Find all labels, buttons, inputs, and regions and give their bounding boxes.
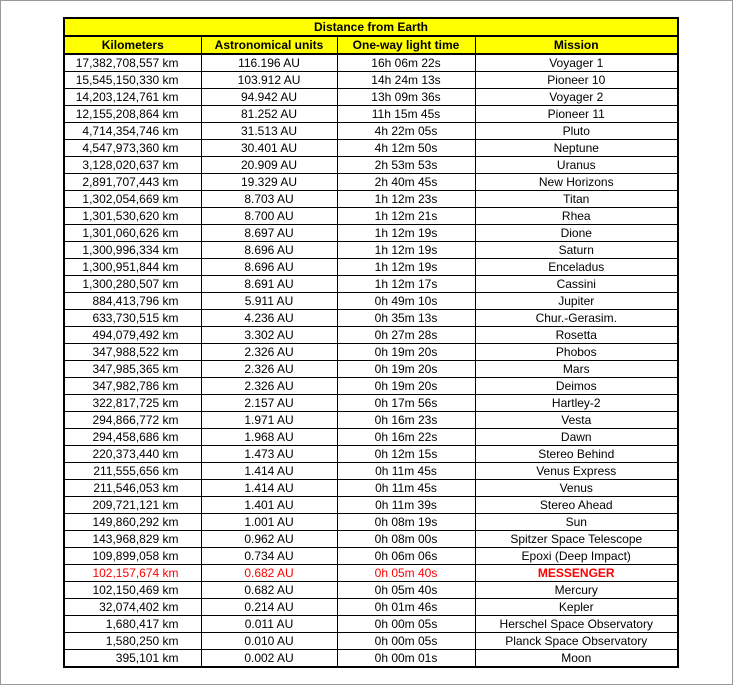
cell-kilometers[interactable]: 1,301,530,620 km: [64, 208, 201, 225]
cell-light-time[interactable]: 0h 11m 45s: [337, 480, 475, 497]
cell-light-time[interactable]: 1h 12m 19s: [337, 225, 475, 242]
cell-astronomical-units[interactable]: 20.909 AU: [201, 157, 337, 174]
table-row: [64, 242, 678, 259]
cell-astronomical-units[interactable]: 31.513 AU: [201, 123, 337, 140]
table-row: [64, 378, 678, 395]
cell-astronomical-units[interactable]: 0.214 AU: [201, 599, 337, 616]
cell-astronomical-units[interactable]: 2.326 AU: [201, 378, 337, 395]
cell-light-time[interactable]: 0h 00m 05s: [337, 616, 475, 633]
table-row: [64, 650, 678, 668]
cell-light-time[interactable]: 0h 05m 40s: [337, 565, 475, 582]
cell-mission[interactable]: Rosetta: [475, 327, 678, 344]
cell-mission[interactable]: Herschel Space Observatory: [475, 616, 678, 633]
cell-kilometers[interactable]: 347,985,365 km: [64, 361, 201, 378]
cell-kilometers[interactable]: 884,413,796 km: [64, 293, 201, 310]
cell-mission[interactable]: Saturn: [475, 242, 678, 259]
cell-astronomical-units[interactable]: 8.697 AU: [201, 225, 337, 242]
cell-kilometers[interactable]: 149,860,292 km: [64, 514, 201, 531]
table-row: [64, 157, 678, 174]
table-row: [64, 89, 678, 106]
cell-mission[interactable]: Neptune: [475, 140, 678, 157]
cell-mission[interactable]: Kepler: [475, 599, 678, 616]
cell-kilometers[interactable]: 322,817,725 km: [64, 395, 201, 412]
table-row: [64, 616, 678, 633]
cell-kilometers[interactable]: 1,680,417 km: [64, 616, 201, 633]
cell-mission[interactable]: Sun: [475, 514, 678, 531]
cell-light-time[interactable]: 0h 49m 10s: [337, 293, 475, 310]
cell-astronomical-units[interactable]: 94.942 AU: [201, 89, 337, 106]
table-title: Distance from Earth: [64, 18, 678, 36]
cell-mission[interactable]: Jupiter: [475, 293, 678, 310]
cell-kilometers[interactable]: 2,891,707,443 km: [64, 174, 201, 191]
table-row: [64, 140, 678, 157]
cell-light-time[interactable]: 4h 12m 50s: [337, 140, 475, 157]
cell-kilometers[interactable]: 102,157,674 km: [64, 565, 201, 582]
cell-astronomical-units[interactable]: 8.700 AU: [201, 208, 337, 225]
distance-table: [63, 17, 679, 668]
column-header-row: [64, 36, 678, 54]
cell-light-time[interactable]: 0h 06m 06s: [337, 548, 475, 565]
cell-astronomical-units[interactable]: 8.691 AU: [201, 276, 337, 293]
cell-kilometers[interactable]: 211,555,656 km: [64, 463, 201, 480]
cell-astronomical-units[interactable]: 2.157 AU: [201, 395, 337, 412]
cell-astronomical-units[interactable]: 8.703 AU: [201, 191, 337, 208]
cell-astronomical-units[interactable]: 1.971 AU: [201, 412, 337, 429]
cell-mission[interactable]: Phobos: [475, 344, 678, 361]
table-row: [64, 310, 678, 327]
table-title-row: [64, 18, 678, 36]
cell-mission[interactable]: Stereo Ahead: [475, 497, 678, 514]
table-row: [64, 344, 678, 361]
cell-astronomical-units[interactable]: 1.414 AU: [201, 463, 337, 480]
table-row: [64, 191, 678, 208]
cell-kilometers[interactable]: 102,150,469 km: [64, 582, 201, 599]
cell-light-time[interactable]: 13h 09m 36s: [337, 89, 475, 106]
cell-kilometers[interactable]: 143,968,829 km: [64, 531, 201, 548]
cell-kilometers[interactable]: 395,101 km: [64, 650, 201, 668]
cell-astronomical-units[interactable]: 0.682 AU: [201, 565, 337, 582]
table-row: [64, 259, 678, 276]
table-row: [64, 327, 678, 344]
cell-mission[interactable]: Cassini: [475, 276, 678, 293]
cell-light-time[interactable]: 1h 12m 17s: [337, 276, 475, 293]
table-row: [64, 548, 678, 565]
cell-mission[interactable]: Dione: [475, 225, 678, 242]
cell-mission[interactable]: Chur.-Gerasim.: [475, 310, 678, 327]
cell-astronomical-units[interactable]: 1.414 AU: [201, 480, 337, 497]
table-row: [64, 361, 678, 378]
cell-light-time[interactable]: 0h 16m 22s: [337, 429, 475, 446]
table-row: [64, 412, 678, 429]
cell-mission[interactable]: Enceladus: [475, 259, 678, 276]
cell-kilometers[interactable]: 1,300,951,844 km: [64, 259, 201, 276]
cell-astronomical-units[interactable]: 0.682 AU: [201, 582, 337, 599]
cell-kilometers[interactable]: 1,302,054,669 km: [64, 191, 201, 208]
cell-light-time[interactable]: 0h 27m 28s: [337, 327, 475, 344]
cell-astronomical-units[interactable]: 103.912 AU: [201, 72, 337, 89]
cell-light-time[interactable]: 0h 08m 19s: [337, 514, 475, 531]
cell-light-time[interactable]: 0h 08m 00s: [337, 531, 475, 548]
column-header-kilometers[interactable]: Kilometers: [64, 36, 201, 54]
cell-astronomical-units[interactable]: 116.196 AU: [201, 54, 337, 72]
cell-light-time[interactable]: 2h 53m 53s: [337, 157, 475, 174]
table-body: [64, 54, 678, 667]
table-row: [64, 514, 678, 531]
cell-kilometers[interactable]: 294,866,772 km: [64, 412, 201, 429]
cell-light-time[interactable]: 1h 12m 19s: [337, 242, 475, 259]
cell-mission[interactable]: Venus Express: [475, 463, 678, 480]
cell-light-time[interactable]: 0h 05m 40s: [337, 582, 475, 599]
cell-light-time[interactable]: 16h 06m 22s: [337, 54, 475, 72]
cell-light-time[interactable]: 1h 12m 23s: [337, 191, 475, 208]
cell-light-time[interactable]: 14h 24m 13s: [337, 72, 475, 89]
cell-astronomical-units[interactable]: 1.473 AU: [201, 446, 337, 463]
cell-mission[interactable]: Titan: [475, 191, 678, 208]
cell-light-time[interactable]: 0h 00m 01s: [337, 650, 475, 668]
cell-mission[interactable]: Mars: [475, 361, 678, 378]
cell-kilometers[interactable]: 32,074,402 km: [64, 599, 201, 616]
table-row: [64, 72, 678, 89]
column-header-astronomical-units[interactable]: Astronomical units: [201, 36, 337, 54]
cell-mission[interactable]: Spitzer Space Telescope: [475, 531, 678, 548]
table-row: [64, 531, 678, 548]
cell-light-time[interactable]: 0h 35m 13s: [337, 310, 475, 327]
table-row: [64, 582, 678, 599]
cell-kilometers[interactable]: 1,580,250 km: [64, 633, 201, 650]
column-header-mission[interactable]: Mission: [475, 36, 678, 54]
table-row: [64, 463, 678, 480]
cell-mission[interactable]: Deimos: [475, 378, 678, 395]
cell-light-time[interactable]: 0h 12m 15s: [337, 446, 475, 463]
cell-mission[interactable]: Rhea: [475, 208, 678, 225]
cell-light-time[interactable]: 4h 22m 05s: [337, 123, 475, 140]
cell-light-time[interactable]: 0h 17m 56s: [337, 395, 475, 412]
cell-kilometers[interactable]: 1,300,996,334 km: [64, 242, 201, 259]
table-row: [64, 480, 678, 497]
table-row: [64, 174, 678, 191]
cell-mission[interactable]: Uranus: [475, 157, 678, 174]
cell-light-time[interactable]: 2h 40m 45s: [337, 174, 475, 191]
cell-mission[interactable]: Mercury: [475, 582, 678, 599]
table-row: [64, 106, 678, 123]
cell-mission[interactable]: Dawn: [475, 429, 678, 446]
cell-mission[interactable]: Stereo Behind: [475, 446, 678, 463]
cell-astronomical-units[interactable]: 81.252 AU: [201, 106, 337, 123]
cell-kilometers[interactable]: 211,546,053 km: [64, 480, 201, 497]
cell-kilometers[interactable]: 494,079,492 km: [64, 327, 201, 344]
cell-light-time[interactable]: 0h 19m 20s: [337, 361, 475, 378]
cell-light-time[interactable]: 11h 15m 45s: [337, 106, 475, 123]
cell-mission[interactable]: Pioneer 10: [475, 72, 678, 89]
cell-kilometers[interactable]: 209,721,121 km: [64, 497, 201, 514]
cell-mission[interactable]: Pioneer 11: [475, 106, 678, 123]
cell-light-time[interactable]: 0h 11m 45s: [337, 463, 475, 480]
cell-mission[interactable]: Vesta: [475, 412, 678, 429]
table-row: [64, 599, 678, 616]
cell-kilometers[interactable]: 294,458,686 km: [64, 429, 201, 446]
cell-mission[interactable]: New Horizons: [475, 174, 678, 191]
table-row: [64, 276, 678, 293]
cell-kilometers[interactable]: 633,730,515 km: [64, 310, 201, 327]
cell-kilometers[interactable]: 220,373,440 km: [64, 446, 201, 463]
cell-mission[interactable]: Planck Space Observatory: [475, 633, 678, 650]
cell-mission[interactable]: Venus: [475, 480, 678, 497]
cell-astronomical-units[interactable]: 5.911 AU: [201, 293, 337, 310]
cell-light-time[interactable]: 1h 12m 21s: [337, 208, 475, 225]
cell-mission[interactable]: Epoxi (Deep Impact): [475, 548, 678, 565]
cell-astronomical-units[interactable]: 3.302 AU: [201, 327, 337, 344]
cell-kilometers[interactable]: 12,155,208,864 km: [64, 106, 201, 123]
cell-mission[interactable]: Voyager 1: [475, 54, 678, 72]
cell-astronomical-units[interactable]: 8.696 AU: [201, 259, 337, 276]
table-row: [64, 225, 678, 242]
cell-light-time[interactable]: 1h 12m 19s: [337, 259, 475, 276]
cell-astronomical-units[interactable]: 2.326 AU: [201, 344, 337, 361]
cell-astronomical-units[interactable]: 0.962 AU: [201, 531, 337, 548]
cell-kilometers[interactable]: 17,382,708,557 km: [64, 54, 201, 72]
cell-astronomical-units[interactable]: 2.326 AU: [201, 361, 337, 378]
cell-astronomical-units[interactable]: 4.236 AU: [201, 310, 337, 327]
column-header-light-time[interactable]: One-way light time: [337, 36, 475, 54]
table-row: [64, 123, 678, 140]
cell-kilometers[interactable]: 1,301,060,626 km: [64, 225, 201, 242]
cell-light-time[interactable]: 0h 11m 39s: [337, 497, 475, 514]
cell-light-time[interactable]: 0h 00m 05s: [337, 633, 475, 650]
table-row: [64, 429, 678, 446]
cell-kilometers[interactable]: 4,547,973,360 km: [64, 140, 201, 157]
cell-mission[interactable]: Moon: [475, 650, 678, 668]
cell-kilometers[interactable]: 14,203,124,761 km: [64, 89, 201, 106]
cell-astronomical-units[interactable]: 1.968 AU: [201, 429, 337, 446]
table-row: [64, 54, 678, 72]
cell-astronomical-units[interactable]: 0.734 AU: [201, 548, 337, 565]
table-row: [64, 395, 678, 412]
table-row: [64, 633, 678, 650]
cell-astronomical-units[interactable]: 19.329 AU: [201, 174, 337, 191]
cell-kilometers[interactable]: 15,545,150,330 km: [64, 72, 201, 89]
cell-light-time[interactable]: 0h 19m 20s: [337, 344, 475, 361]
cell-astronomical-units[interactable]: 0.010 AU: [201, 633, 337, 650]
table-row: [64, 565, 678, 582]
table-row: [64, 446, 678, 463]
cell-mission[interactable]: MESSENGER: [475, 565, 678, 582]
cell-kilometers[interactable]: 4,714,354,746 km: [64, 123, 201, 140]
cell-astronomical-units[interactable]: 30.401 AU: [201, 140, 337, 157]
cell-kilometers[interactable]: 347,988,522 km: [64, 344, 201, 361]
cell-kilometers[interactable]: 1,300,280,507 km: [64, 276, 201, 293]
cell-kilometers[interactable]: 109,899,058 km: [64, 548, 201, 565]
cell-mission[interactable]: Pluto: [475, 123, 678, 140]
cell-astronomical-units[interactable]: 0.002 AU: [201, 650, 337, 668]
table-row: [64, 293, 678, 310]
cell-astronomical-units[interactable]: 8.696 AU: [201, 242, 337, 259]
cell-kilometers[interactable]: 347,982,786 km: [64, 378, 201, 395]
cell-astronomical-units[interactable]: 1.001 AU: [201, 514, 337, 531]
cell-kilometers[interactable]: 3,128,020,637 km: [64, 157, 201, 174]
cell-light-time[interactable]: 0h 01m 46s: [337, 599, 475, 616]
table-row: [64, 208, 678, 225]
cell-mission[interactable]: Voyager 2: [475, 89, 678, 106]
cell-astronomical-units[interactable]: 1.401 AU: [201, 497, 337, 514]
cell-light-time[interactable]: 0h 19m 20s: [337, 378, 475, 395]
table-row: [64, 497, 678, 514]
cell-astronomical-units[interactable]: 0.011 AU: [201, 616, 337, 633]
cell-mission[interactable]: Hartley-2: [475, 395, 678, 412]
cell-light-time[interactable]: 0h 16m 23s: [337, 412, 475, 429]
